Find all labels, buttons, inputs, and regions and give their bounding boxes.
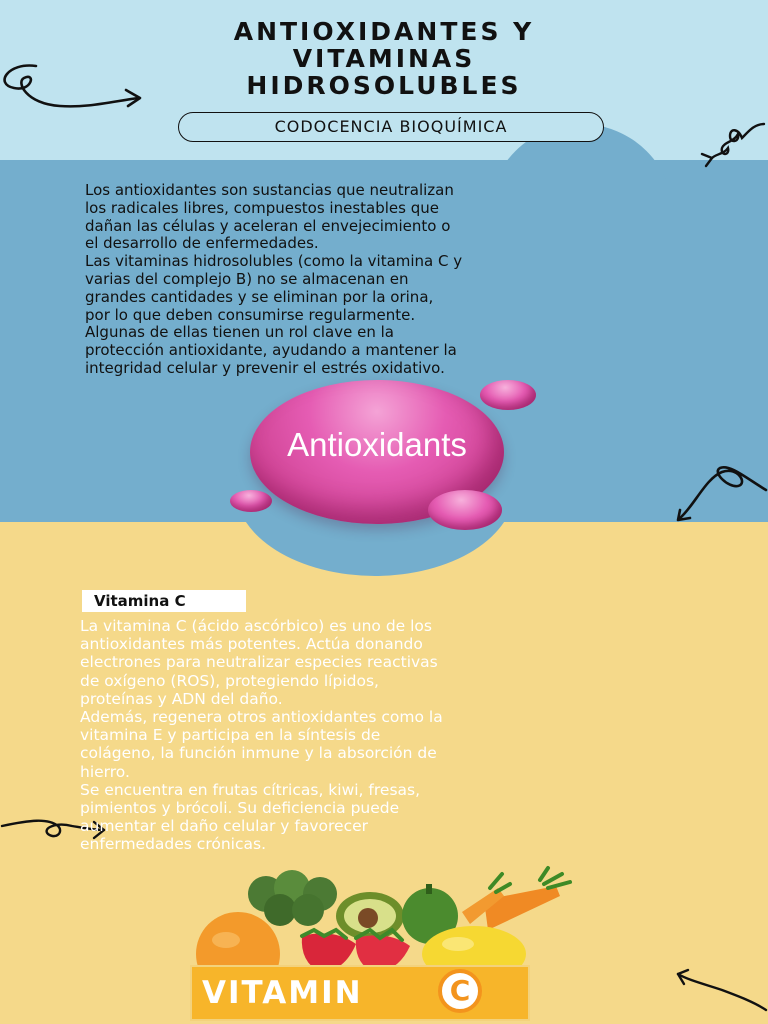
- vitamin-c-label: Vitamina C: [82, 590, 246, 612]
- vitamin-c-badge-icon: C: [438, 969, 482, 1013]
- spring-arrow-top-right-icon: [698, 118, 768, 168]
- small-bubble-left: [230, 490, 272, 512]
- page-title: ANTIOXIDANTES Y VITAMINAS HIDROSOLUBLES: [233, 17, 535, 100]
- broccoli-icon: [248, 870, 337, 926]
- squiggle-arrow-top-left-icon: [0, 58, 150, 118]
- fruits-vegetables-illustration: [184, 872, 584, 972]
- vitamin-c-paragraph: La vitamina C (ácido ascórbico) es uno de los antioxidantes más potentes. Actúa donando electrones para neutralizar especies reactivas de oxígeno (ROS), protegiendo lípidos, proteínas y ADN del daño. Además, regenera otros antioxidantes como la vitamina E y participa en la síntesis de colágeno, la función inmune y la absorción de hierro. Se encuentra en frutas cítricas, kiwi, fresas, pimientos y brócoli. Su deficiencia puede aumentar el daño celular y favorecer enfermedades crónicas.: [80, 617, 443, 854]
- carrot-icon: [462, 868, 570, 930]
- small-bubble-top: [480, 380, 536, 410]
- curve-arrow-bottom-right-icon: [674, 966, 768, 1016]
- loop-arrow-right-icon: [676, 460, 768, 524]
- intro-paragraph: Los antioxidantes son sustancias que neutralizan los radicales libres, compuestos inestables que dañan las células y aceleran el envejecimiento o el desarrollo de enfermedades. Las vitaminas hidrosolubles (como la vitamina C y varias del complejo B) no se almacenan en grandes cantidades y se eliminan por la orina, por lo que deben consumirse regularmente. Algunas de ellas tienen un rol clave en la protección antioxidante, ayudando a mantener la integridad celular y prevenir el estrés oxidativo.: [85, 181, 463, 377]
- subtitle-pill: CODOCENCIA BIOQUÍMICA: [178, 112, 604, 142]
- antioxidant-bubble-label: Antioxidants: [287, 426, 467, 463]
- vitamin-banner-word: VITAMIN: [202, 975, 363, 1011]
- small-bubble-bottom: [428, 490, 502, 530]
